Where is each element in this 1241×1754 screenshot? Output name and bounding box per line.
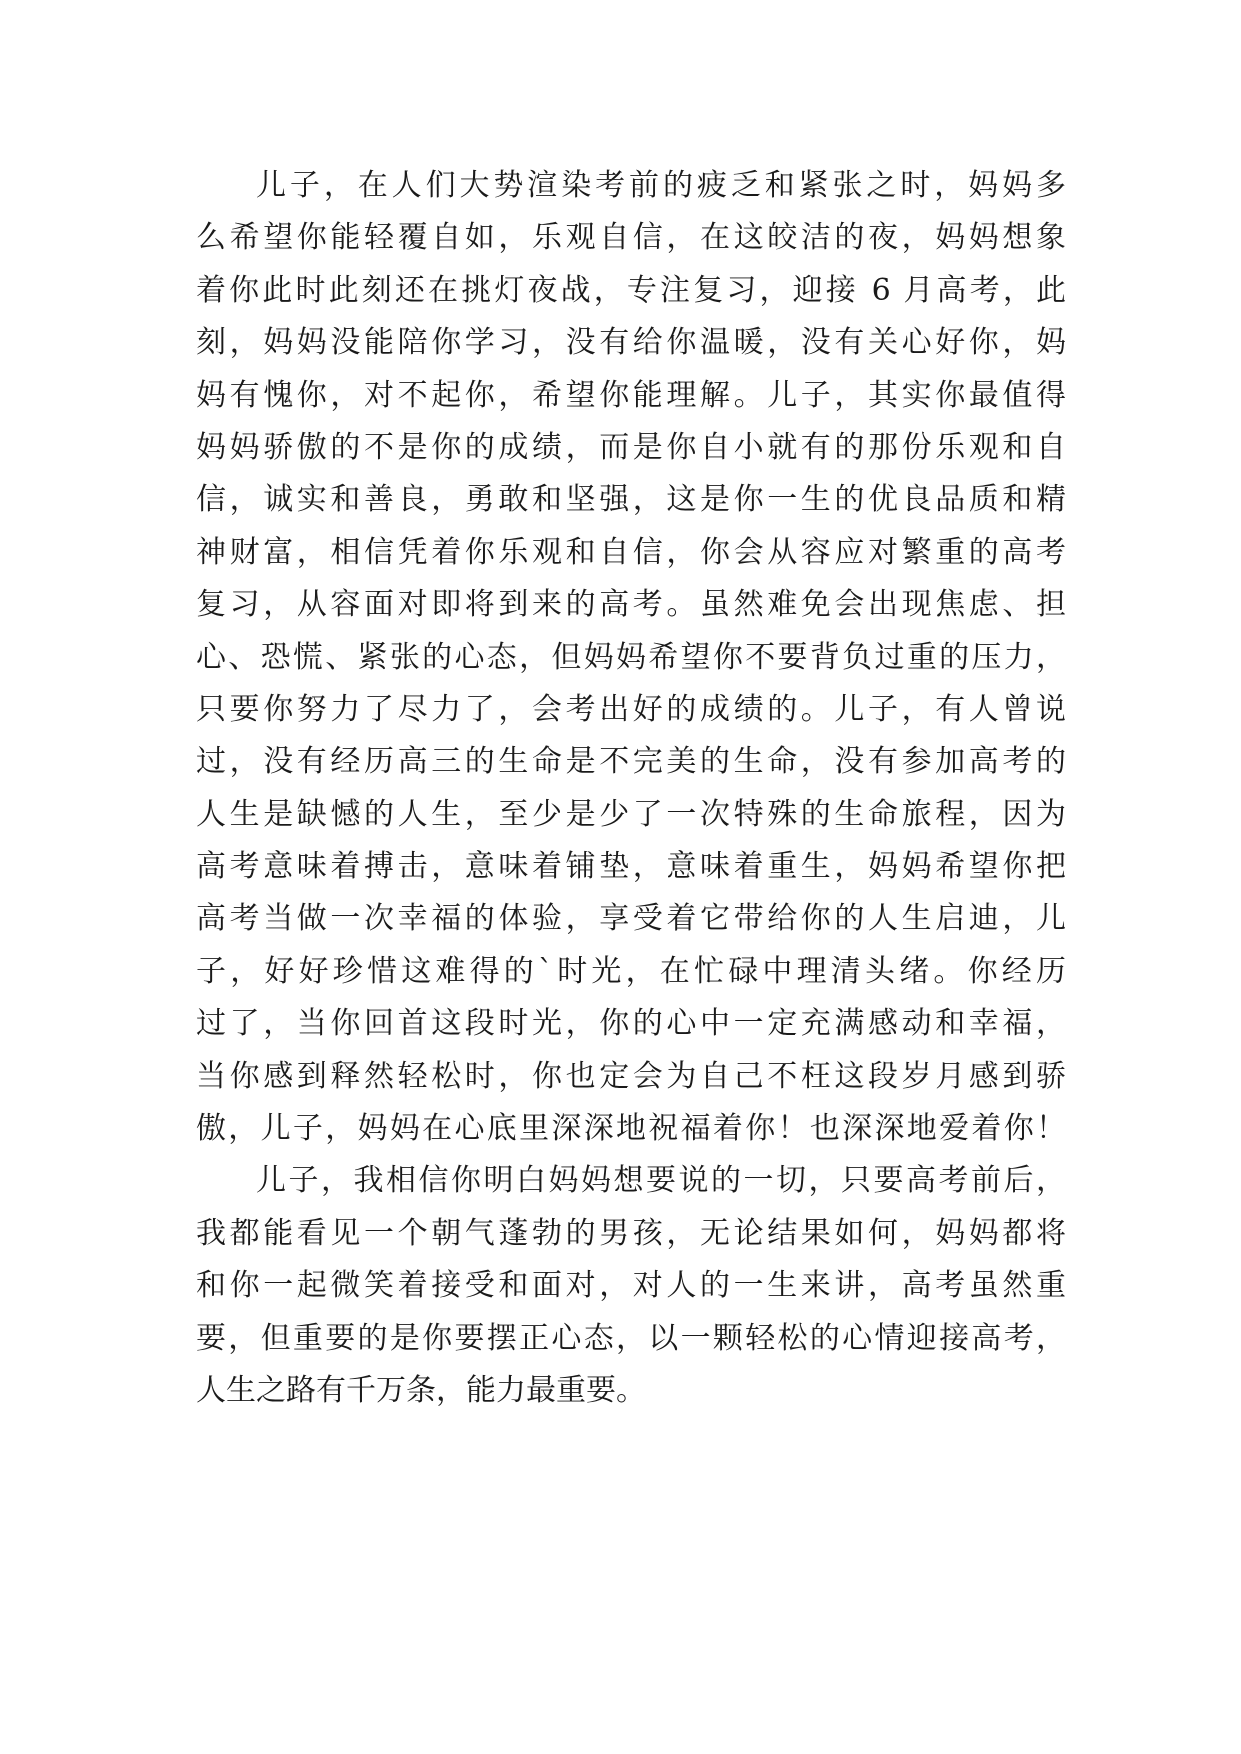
text-line: 过了，当你回首这段时光，你的心中一定充满感动和幸福， [196, 1006, 1066, 1042]
paragraph-2 [196, 1155, 1066, 1417]
text-line: 妈有愧你，对不起你，希望你能理解。儿子，其实你最值得 [196, 377, 1066, 413]
text-line: 心、恐慌、紧张的心态，但妈妈希望你不要背负过重的压力， [196, 639, 1066, 675]
text-line: 高考当做一次幸福的体验，享受着它带给你的人生启迪，儿 [196, 901, 1066, 937]
text-line: 过，没有经历高三的生命是不完美的生命，没有参加高考的 [196, 744, 1066, 780]
text-line: 和你一起微笑着接受和面对，对人的一生来讲，高考虽然重 [196, 1268, 1066, 1304]
text-line: 着你此时此刻还在挑灯夜战，专注复习，迎接 6 月高考，此 [196, 272, 1066, 308]
text-line: 当你感到释然轻松时，你也定会为自己不枉这段岁月感到骄 [196, 1058, 1066, 1094]
text-line: 儿子，在人们大势渲染考前的疲乏和紧张之时，妈妈多 [256, 168, 1066, 203]
text-line: 傲，儿子，妈妈在心底里深深地祝福着你！也深深地爱着你！ [196, 1111, 1066, 1147]
paragraph-1 [196, 160, 1066, 1155]
text-line: 我都能看见一个朝气蓬勃的男孩，无论结果如何，妈妈都将 [196, 1215, 1066, 1251]
text-line: 要，但重要的是你要摆正心态，以一颗轻松的心情迎接高考， [196, 1320, 1066, 1356]
text-line: 人生是缺憾的人生，至少是少了一次特殊的生命旅程，因为 [196, 796, 1066, 832]
letter-body [196, 160, 1066, 1417]
text-line: 复习，从容面对即将到来的高考。虽然难免会出现焦虑、担 [196, 587, 1066, 623]
text-line: 神财富，相信凭着你乐观和自信，你会从容应对繁重的高考 [196, 534, 1066, 570]
text-line: 高考意味着搏击，意味着铺垫，意味着重生，妈妈希望你把 [196, 849, 1066, 885]
text-line: 刻，妈妈没能陪你学习，没有给你温暖，没有关心好你，妈 [196, 325, 1066, 361]
text-line: 儿子，我相信你明白妈妈想要说的一切，只要高考前后， [256, 1163, 1066, 1199]
text-line: 妈妈骄傲的不是你的成绩，而是你自小就有的那份乐观和自 [196, 429, 1066, 465]
text-line: 么希望你能轻覆自如，乐观自信，在这皎洁的夜，妈妈想象 [196, 220, 1066, 256]
text-line: 人生之路有千万条，能力最重要。 [196, 1372, 646, 1408]
text-line: 只要你努力了尽力了，会考出好的成绩的。儿子，有人曾说 [196, 691, 1066, 727]
text-line: 信，诚实和善良，勇敢和坚强，这是你一生的优良品质和精 [196, 482, 1066, 518]
text-line: 子，好好珍惜这难得的`时光，在忙碌中理清头绪。你经历 [196, 953, 1066, 989]
